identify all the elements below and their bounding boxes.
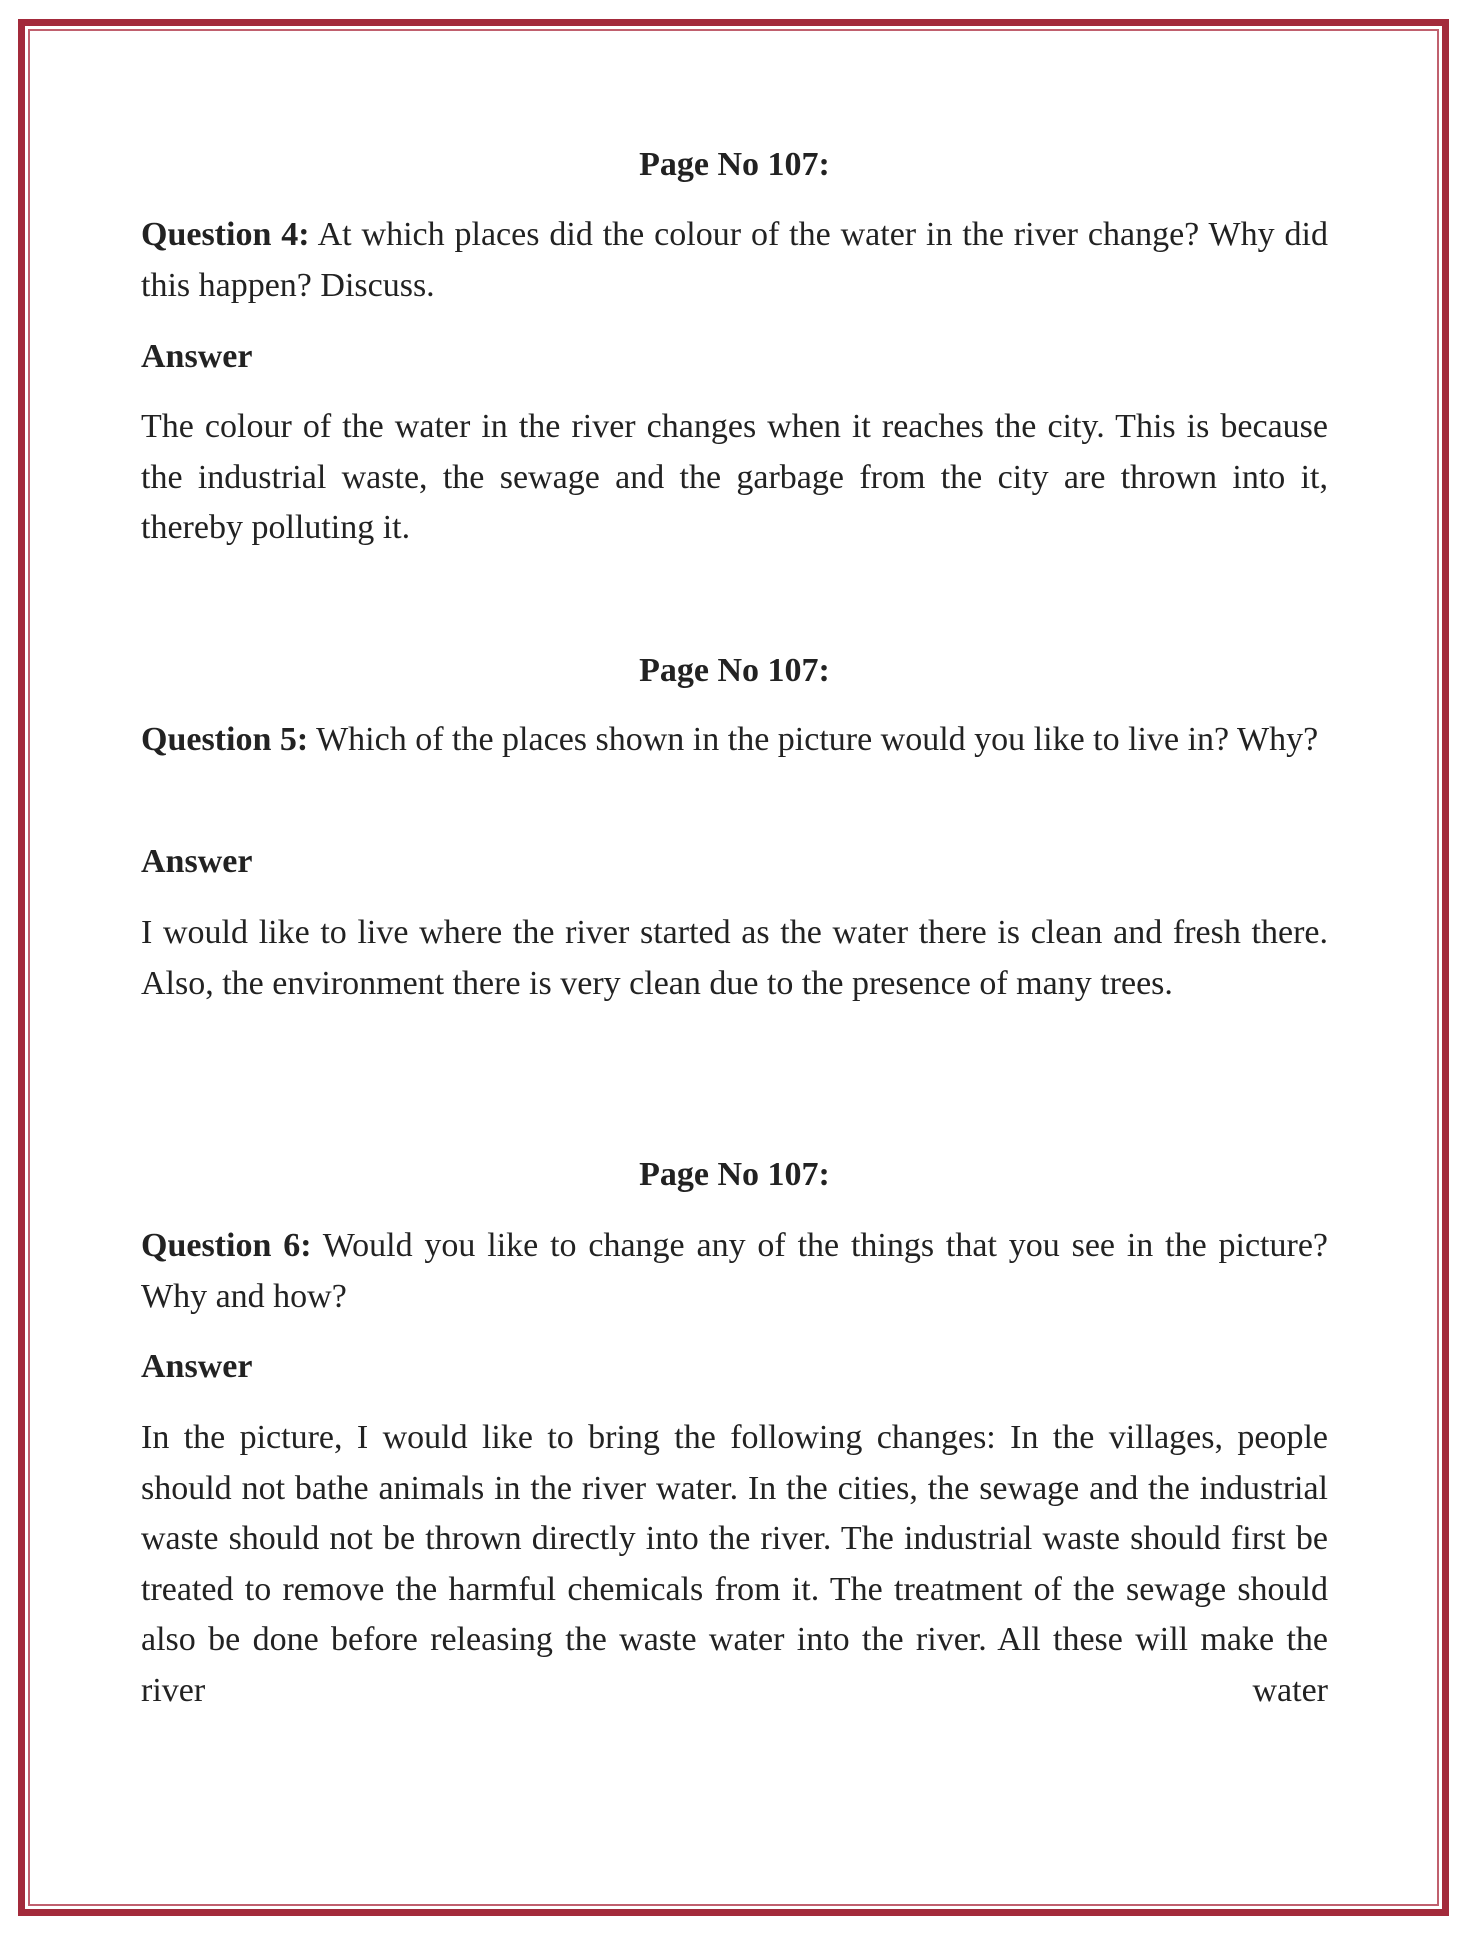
answer-text: In the picture, I would like to bring the following changes: In the villages, people should not bathe animals in the river water. In the cities, the sewage and the industrial waste should not be thrown directly into the river. The industrial waste should first be treated to remove the harmful chemicals from it. The treatment of the sewage should also be done before releasing the waste water into the river. All these will make the river water — [141, 1419, 1328, 1709]
answer-label: Answer — [141, 1348, 253, 1385]
answer-text: I would like to live where the river started as the water there is clean and fresh there. Also, the environment there is very clean due to the presence of many trees. — [141, 914, 1328, 1002]
answer-label: Answer — [141, 338, 253, 375]
question-label: Question 4: — [141, 216, 310, 253]
page-heading: Page No 107: — [639, 146, 830, 183]
question-6 — [141, 1221, 1328, 1322]
question-5 — [141, 715, 1328, 766]
page-heading: Page No 107: — [639, 652, 830, 689]
question-text: Which of the places shown in the picture would you like to live in? Why? — [308, 721, 1319, 758]
answer-text: The colour of the water in the river changes when it reaches the city. This is because the industrial waste, the sewage and the garbage from the city are thrown into it, thereby polluting it. — [141, 408, 1328, 546]
question-label: Question 6: — [141, 1227, 312, 1264]
question-text: Would you like to change any of the things that you see in the picture? Why and how? — [141, 1227, 1329, 1315]
question-4 — [141, 210, 1328, 311]
page-heading: Page No 107: — [639, 1156, 830, 1193]
question-label: Question 5: — [141, 721, 309, 758]
answer-label: Answer — [141, 843, 253, 880]
question-text: At which places did the colour of the water in the river change? Why did this happen? Discuss. — [141, 216, 1328, 304]
